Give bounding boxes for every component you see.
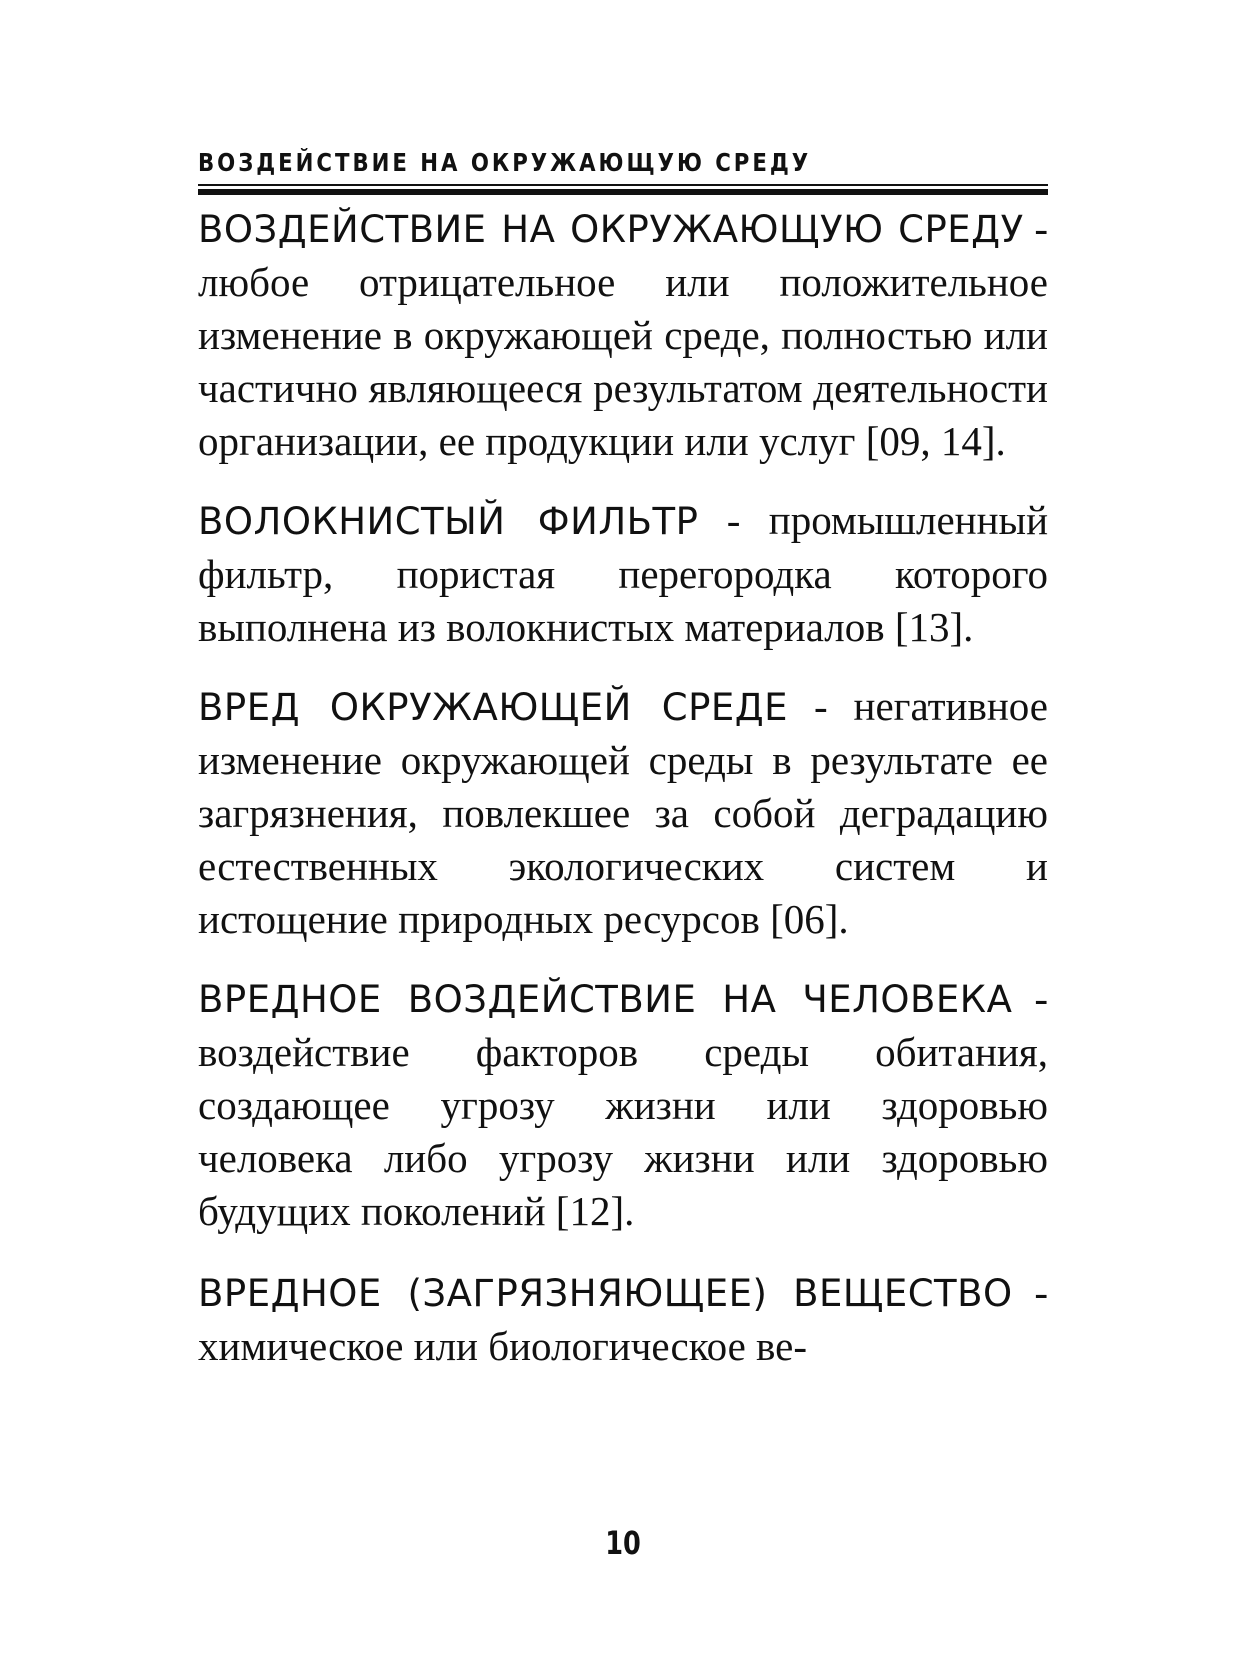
glossary-definition: - промышленный фильтр, пористая перегородка которого выполнена из волокнистых материалов [13]. bbox=[198, 497, 1049, 650]
glossary-content bbox=[198, 202, 1048, 1399]
glossary-term: ВОЛОКНИСТЫЙ ФИЛЬТР bbox=[198, 500, 699, 543]
glossary-entry bbox=[198, 202, 1048, 468]
header-rule-thin bbox=[198, 184, 1048, 186]
glossary-term: ВРЕД ОКРУЖАЮЩЕЙ СРЕДЕ bbox=[198, 686, 789, 729]
glossary-definition: - любое отрицательное или положительное изменение в окружающей среде, полностью или частично являющееся результатом деятельности организации, ее продукции или услуг [09, 14]. bbox=[198, 205, 1048, 464]
glossary-entry bbox=[198, 1266, 1048, 1373]
page-number: 10 bbox=[605, 1524, 641, 1562]
glossary-entry bbox=[198, 972, 1048, 1238]
glossary-entry bbox=[198, 494, 1048, 654]
running-head-title: ВОЗДЕЙСТВИЕ НА ОКРУЖАЮЩУЮ СРЕДУ bbox=[198, 148, 812, 177]
glossary-definition: - воздействие факторов среды обитания, создающее угрозу жизни или здоровью человека либо угрозу жизни или здоровью будущих поколений [12]. bbox=[198, 975, 1048, 1234]
glossary-definition: - химическое или биологическое ве- bbox=[198, 1269, 1048, 1369]
glossary-definition: - негативное изменение окружающей среды в результате ее загрязнения, повлекшее за собой деградацию естественных экологических систем и истощение природных ресурсов [06]. bbox=[198, 683, 1048, 942]
glossary-term: ВРЕДНОЕ ВОЗДЕЙСТВИЕ НА ЧЕЛОВЕКА bbox=[198, 978, 1013, 1021]
running-head bbox=[198, 146, 1048, 180]
header-rule-thick bbox=[198, 189, 1048, 195]
glossary-term: ВРЕДНОЕ (ЗАГРЯЗНЯЮЩЕЕ) ВЕЩЕСТВО bbox=[198, 1272, 1013, 1315]
glossary-term: ВОЗДЕЙСТВИЕ НА ОКРУЖАЮЩУЮ СРЕДУ bbox=[198, 208, 1024, 251]
glossary-entry bbox=[198, 680, 1048, 946]
